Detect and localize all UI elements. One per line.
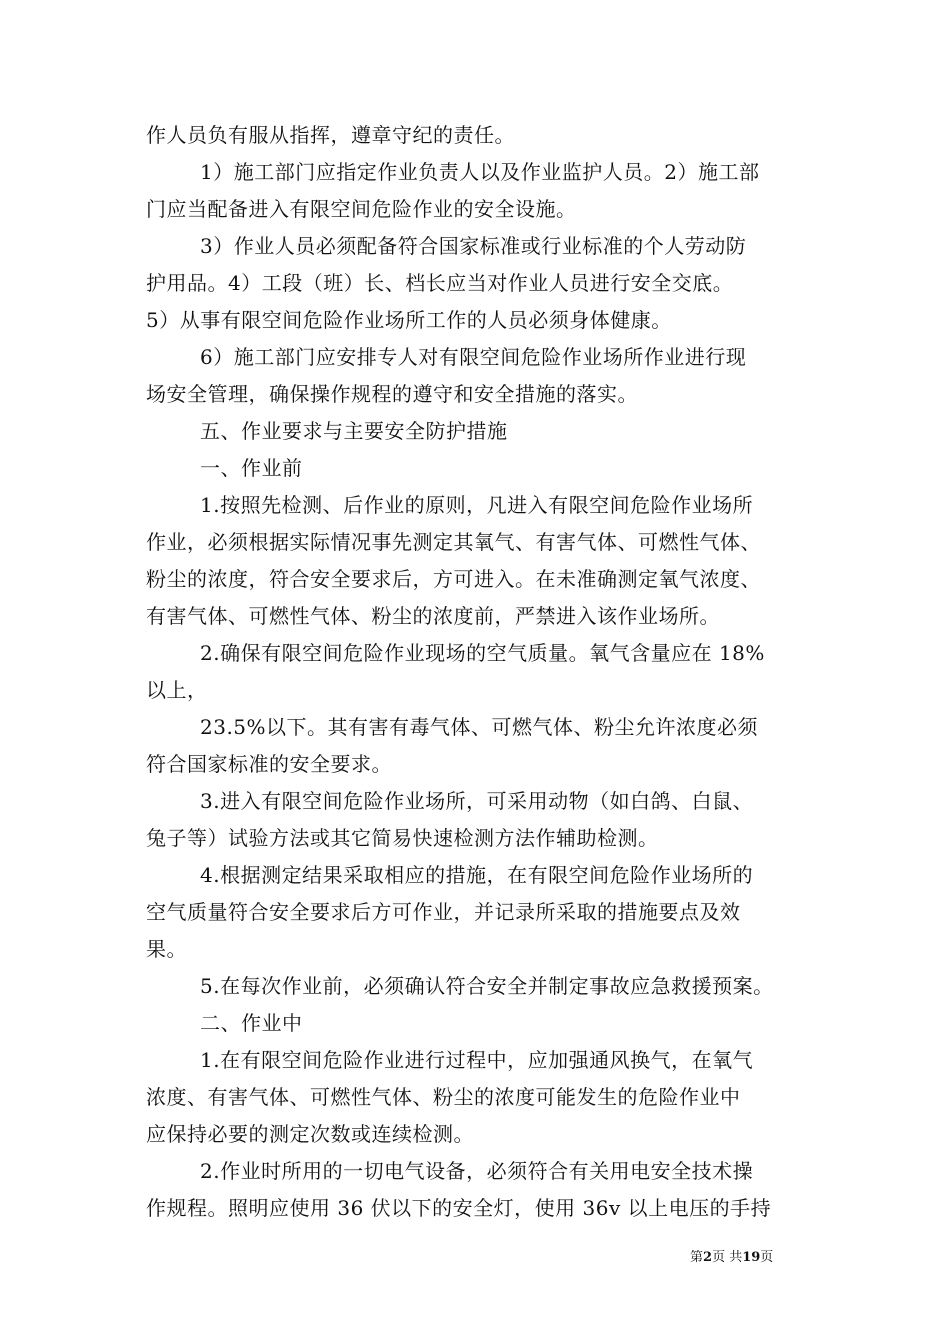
text-line: 空气质量符合安全要求后方可作业，并记录所采取的措施要点及效 (146, 900, 741, 924)
footer-prefix: 第 (690, 1250, 704, 1265)
text-line: 有害气体、可燃性气体、粉尘的浓度前，严禁进入该作业场所。 (146, 604, 720, 628)
text-line: 场安全管理，确保操作规程的遵守和安全措施的落实。 (146, 382, 638, 406)
text-line: 符合国家标准的安全要求。 (146, 752, 392, 776)
text-line: 护用品。4）工段（班）长、档长应当对作业人员进行安全交底。 (146, 271, 734, 295)
text-line: 果。 (146, 937, 187, 961)
text-line: 5）从事有限空间危险作业场所工作的人员必须身体健康。 (146, 308, 672, 332)
text-line: 1.按照先检测、后作业的原则，凡进入有限空间危险作业场所 (200, 493, 754, 517)
total-page-count: 19 (742, 1250, 761, 1265)
footer-middle: 页 共 (712, 1250, 743, 1265)
text-line: 1.在有限空间危险作业进行过程中，应加强通风换气，在氧气 (200, 1048, 754, 1072)
text-line: 浓度、有害气体、可燃性气体、粉尘的浓度可能发生的危险作业中 (146, 1085, 741, 1109)
footer-suffix: 页 (760, 1250, 774, 1265)
text-line: 5.在每次作业前，必须确认符合安全并制定事故应急救援预案。 (200, 974, 774, 998)
text-line: 粉尘的浓度，符合安全要求后，方可进入。在未准确测定氧气浓度、 (146, 567, 761, 591)
text-line: 作规程。照明应使用 36 伏以下的安全灯，使用 36v 以上电压的手持 (146, 1196, 772, 1220)
text-line: 6）施工部门应安排专人对有限空间危险作业场所作业进行现 (200, 345, 747, 369)
page-number-footer (690, 1250, 820, 1266)
text-line: 作业，必须根据实际情况事先测定其氧气、有害气体、可燃性气体、 (146, 530, 761, 554)
section-heading: 五、作业要求与主要安全防护措施 (200, 419, 508, 443)
text-line: 门应当配备进入有限空间危险作业的安全设施。 (146, 197, 577, 221)
subsection-heading: 一、作业前 (200, 456, 303, 480)
text-line: 作人员负有服从指挥，遵章守纪的责任。 (146, 123, 515, 147)
text-line: 3.进入有限空间危险作业场所，可采用动物（如白鸽、白鼠、 (200, 789, 754, 813)
text-line: 应保持必要的测定次数或连续检测。 (146, 1122, 474, 1146)
text-line: 2.作业时所用的一切电气设备，必须符合有关用电安全技术操 (200, 1159, 754, 1183)
text-line: 4.根据测定结果采取相应的措施，在有限空间危险作业场所的 (200, 863, 754, 887)
text-line: 以上， (146, 678, 208, 702)
text-line: 3）作业人员必须配备符合国家标准或行业标准的个人劳动防 (200, 234, 747, 258)
text-line: 2.确保有限空间危险作业现场的空气质量。氧气含量应在 18% (200, 641, 765, 665)
text-line: 兔子等）试验方法或其它简易快速检测方法作辅助检测。 (146, 826, 659, 850)
current-page-number: 2 (703, 1250, 713, 1265)
text-line: 23.5%以下。其有害有毒气体、可燃气体、粉尘允许浓度必须 (200, 715, 759, 739)
subsection-heading: 二、作业中 (200, 1011, 303, 1035)
text-line: 1）施工部门应指定作业负责人以及作业监护人员。2）施工部 (200, 160, 760, 184)
